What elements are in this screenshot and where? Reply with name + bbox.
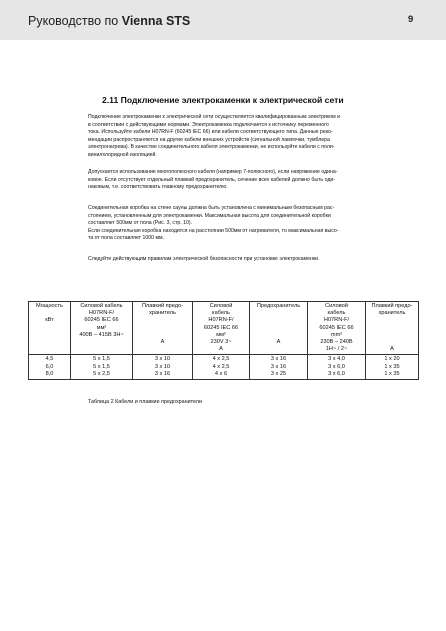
paragraph-cable-requirements (88, 114, 418, 160)
document-title (28, 14, 190, 28)
page-header (0, 0, 446, 40)
table-caption: Таблица 2 Кабели и плавкие предохранители (88, 399, 203, 405)
text-line: наковым, т.е. соответствовать главному предохранителю. (88, 184, 228, 191)
text-line: электронагрева). В качестве соединительного кабеля электрокаменки, не используйте кабели с поли- (88, 144, 335, 151)
table-header-row (29, 302, 419, 355)
table-cell-cable-400v: 5 x 1,5 5 x 1,5 5 x 2,5 (71, 355, 133, 380)
table-cell-power: 4,5 6,0 8,0 (29, 355, 71, 380)
text-line: составляет 500мм от пола (Рис. 3, стр. 10). (88, 220, 193, 227)
text-line: Допускается использование многополюсного кабеля (например 7-полюсного), если напряжение одина- (88, 169, 338, 175)
section-heading: 2.11 Подключение электрокаменки к электрической сети (102, 95, 344, 105)
text-line: в соответствии с действующими нормами. Электрокаменка подключается к источнику переменного (88, 121, 329, 128)
table-cell-fuse-400v: 3 x 10 3 x 10 3 x 16 (133, 355, 193, 380)
title-prefix: Руководство по (28, 14, 122, 28)
table-cell-fuse-230v-3ph: 3 x 16 3 x 16 3 x 25 (250, 355, 308, 380)
header-cell-cable-230v-1ph: Силовой кабель H07RN-F/ 60245 IEC 66 mm² 230В – 240В 1Н~ / 2~ (308, 302, 366, 355)
text-line: винилхлоридной изоляцией. (88, 151, 157, 158)
paragraph-safety-rules (88, 256, 418, 264)
header-cell-fuse-400v: Плавкий предо- хранитель А (133, 302, 193, 355)
text-line: Соединительная коробка на стене сауны должна быть установлена с минимальным безопасным рас- (88, 205, 335, 211)
table-cell-cable-230v-3ph: 4 x 2,5 4 x 2,5 4 x 6 (193, 355, 250, 380)
header-cell-cable-230v-3ph: Силовой кабель H07RN-F/ 60245 IEC 66 мм² 230V 3~ А (193, 302, 250, 355)
title-product-name: Vienna STS (121, 14, 191, 28)
table-body-row (29, 355, 419, 380)
text-line: мендации распространяются на другие кабели внешних устройств (сигнальной лампочки, тумблера (88, 136, 330, 143)
text-line: ковое. Если отсутствует отдельный плавкий предохранитель, сечение всех кабелей должно быть оди- (88, 176, 335, 183)
table-cell-fuse-230v-1ph: 1 x 20 1 x 35 1 x 35 (366, 355, 419, 380)
cables-table (28, 301, 419, 380)
header-cell-fuse-230v-1ph: Плавкий предо- хранитель А (366, 302, 419, 355)
text-line: Подключение электрокаменки к электрической сети осуществляется квалифицированным электриком и (88, 114, 341, 120)
table-cell-cable-230v-1ph: 3 x 4,0 3 x 6,0 3 x 6,0 (308, 355, 366, 380)
text-line: Если соединительная коробка находится на расстоянии 500мм от нагревателя, то максимальная высо- (88, 227, 339, 234)
text-line: стоянием, установленным для электрокаменки. Максимальная высота для соединительной коробки (88, 212, 331, 219)
text-line: та от пола составляет 1000 мм. (88, 235, 165, 242)
header-cell-power: Мощность кВт (29, 302, 71, 355)
page-number: 9 (408, 14, 414, 25)
header-cell-fuse-230v-3ph: Предохранитель А (250, 302, 308, 355)
header-cell-cable-400v: Силовой кабель H07RN-F/ 60245 IEC 66 мм² 400В – 415В 3Н~ (71, 302, 133, 355)
text-line: тока. Используйте кабели H07RN-F (60245 IEC 66) или кабели соответствующего типа. Данные реко- (88, 129, 333, 136)
paragraph-multipole-cable (88, 169, 418, 192)
paragraph-junction-box (88, 205, 418, 243)
text-line: Следуйте действующим правилам электрической безопасности при установке электрокаменки. (88, 256, 320, 262)
